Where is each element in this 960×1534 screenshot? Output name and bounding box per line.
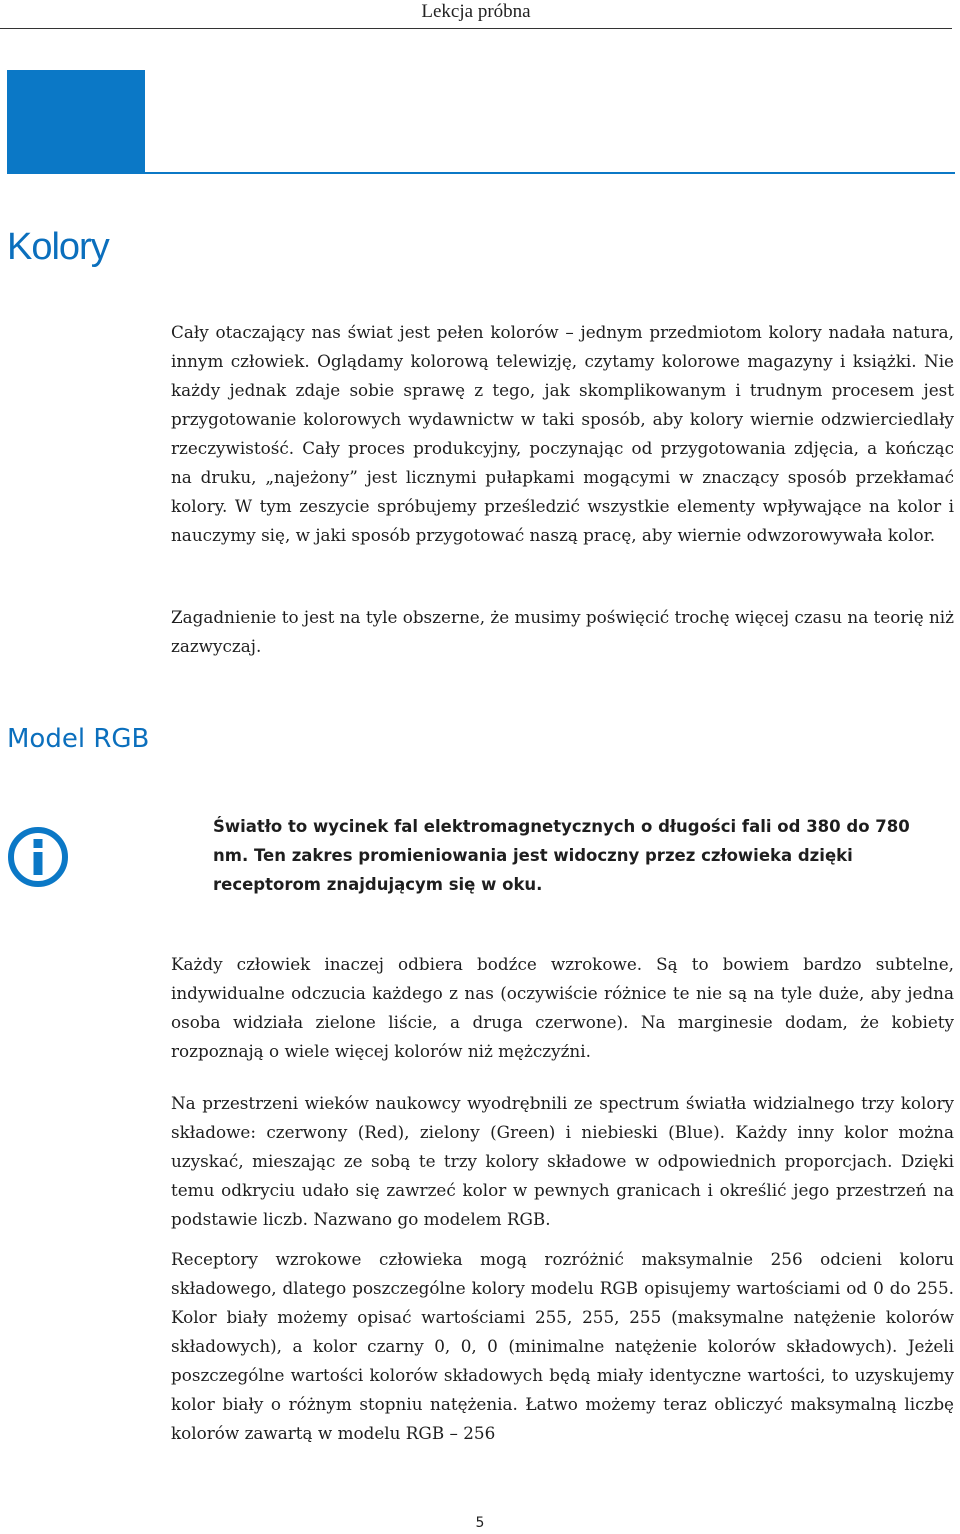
rgb-paragraph-2: Na przestrzeni wieków naukowcy wyodrębnili ze spectrum światła widzialnego trzy kolory składowe: czerwony (Red), zielony (Green) i niebieski (Blue). Każdy inny kolor można uzyskać, mieszając ze sobą te trzy kolory składowe w odpowiednich proporcjach. Dzięki temu odkryciu udało się zawrzeć kolor w pewnych granicach i określić jego przestrzeń na podstawie liczb. Nazwano go modelem RGB. xyxy=(171,1093,954,1229)
intro-paragraph-1: Cały otaczający nas świat jest pełen kolorów – jednym przedmiotom kolory nadała natura, innym człowiek. Oglądamy kolorową telewizję, czytamy kolorowe magazyny i książki. Nie każdy jednak zdaje sobie sprawę z tego, jak skomplikowanym i trudnym procesem jest przygotowanie kolorowych wydawnictw w taki sposób, aby kolory wiernie odzwierciedlały rzeczywistość. Cały proces produkcyjny, poczynając od przygotowania zdjęcia, a kończąc na druku, „najeżony” jest licznymi pułapkami mogącymi w znaczący sposób przekłamać kolory. W tym zeszycie spróbujemy prześledzić wszystkie elementy wpływające na kolor i nauczymy się, w jaki sposób przygotować naszą pracę, aby wiernie odwzorowywała kolor. xyxy=(171,322,954,545)
chapter-divider xyxy=(7,172,955,174)
section-title: Model RGB xyxy=(7,724,150,754)
intro-paragraph-2: Zagadnienie to jest na tyle obszerne, że musimy poświęcić trochę więcej czasu na teorię niż zazwyczaj. xyxy=(171,607,954,656)
running-head: Lekcja próbna xyxy=(0,0,952,29)
info-icon xyxy=(6,825,70,889)
page-number: 5 xyxy=(475,1515,485,1531)
chapter-title: Kolory xyxy=(7,226,109,268)
rgb-paragraph-1: Każdy człowiek inaczej odbiera bodźce wzrokowe. Są to bowiem bardzo subtelne, indywidualne odczucia każdego z nas (oczywiście różnice te nie są na tyle duże, aby jedna osoba widziała zielone liście, a druga czerwone). Na marginesie dodam, że kobiety rozpoznają o wiele więcej kolorów niż mężczyźni. xyxy=(171,954,954,1061)
chapter-color-block xyxy=(7,70,145,174)
info-note: Światło to wycinek fal elektromagnetycznych o długości fali od 380 do 780 nm. Ten zakres promieniowania jest widoczny przez człowieka dzięki receptorom znajdującym się w oku. xyxy=(213,817,910,894)
rgb-paragraph-3: Receptory wzrokowe człowieka mogą rozróżnić maksymalnie 256 odcieni koloru składowego, dlatego poszczególne kolory modelu RGB opisujemy wartościami od 0 do 255. Kolor biały możemy opisać wartościami 255, 255, 255 (maksymalne natężenie kolorów składowych), a kolor czarny 0, 0, 0 (minimalne natężenie kolorów składowych). Jeżeli poszczególne wartości kolorów składowych będą miały identyczne wartości, to uzyskujemy kolor biały o różnym stopniu natężenia. Łatwo możemy teraz obliczyć maksymalną liczbę kolorów zawartą w modelu RGB – 256 xyxy=(171,1249,954,1443)
